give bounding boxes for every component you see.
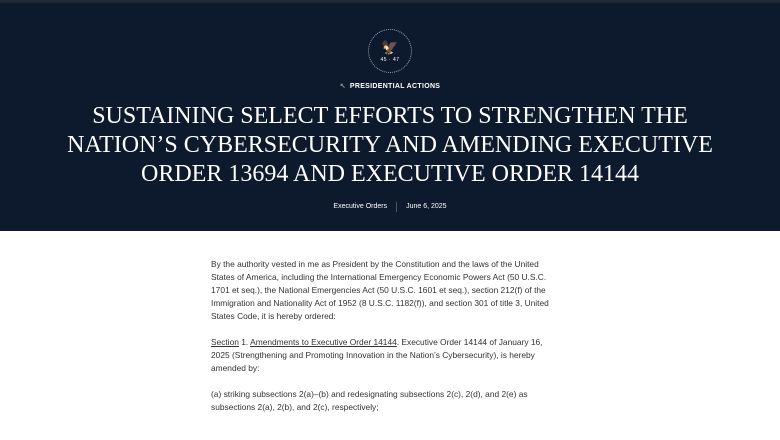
item-a: (a) striking subsections 2(a)–(b) and redesignating subsections 2(c), 2(d), and 2(e) as subsections 2(a), 2(b), and 2(c), respectively; <box>211 389 528 412</box>
post-meta <box>333 201 446 213</box>
seal-numbers: 45 · 47 <box>380 57 400 63</box>
eagle-icon: 🦅 <box>381 39 399 55</box>
divider <box>396 202 397 212</box>
article-body <box>211 258 561 414</box>
section-text: . Executive Order 14144 of January 16, 2025 (Strengthening and Promoting Innovation in the Nation’s Cybersecurity), is hereby amended by: <box>211 337 543 373</box>
section-1 <box>211 336 561 375</box>
section-label: Section <box>211 337 239 347</box>
category-link[interactable] <box>340 82 441 92</box>
arrow-icon: ↖ <box>339 83 346 90</box>
intro-paragraph: By the authority vested in me as President by the Constitution and the laws of the United States of America, including the International Emergency Economic Powers Act (50 U.S.C. 1701 et seq.), the National Emergencies Act (50 U.S.C. 1601 et seq.), section 212(f) of the Immigration and Nationality Act of 1952 (8 U.S.C. 1182(f)), and section 301 of title 3, United States Code, it is hereby ordered: <box>211 259 549 321</box>
kicker-label: PRESIDENTIAL ACTIONS <box>349 83 441 90</box>
category-tag[interactable]: Executive Orders <box>333 203 388 210</box>
section-number: 1. <box>238 337 251 347</box>
section-heading: Amendments to Executive Order 14144 <box>250 337 397 347</box>
page-title: SUSTAINING SELECT EFFORTS TO STRENGTHEN THE NATION’S CYBERSECURITY AND AMENDING EXECUTIVE ORDER 13694 AND EXECUTIVE ORDER 14144 <box>67 103 713 187</box>
presidential-seal <box>368 29 412 73</box>
top-nav-border <box>0 0 780 3</box>
post-date: June 6, 2025 <box>406 203 447 210</box>
